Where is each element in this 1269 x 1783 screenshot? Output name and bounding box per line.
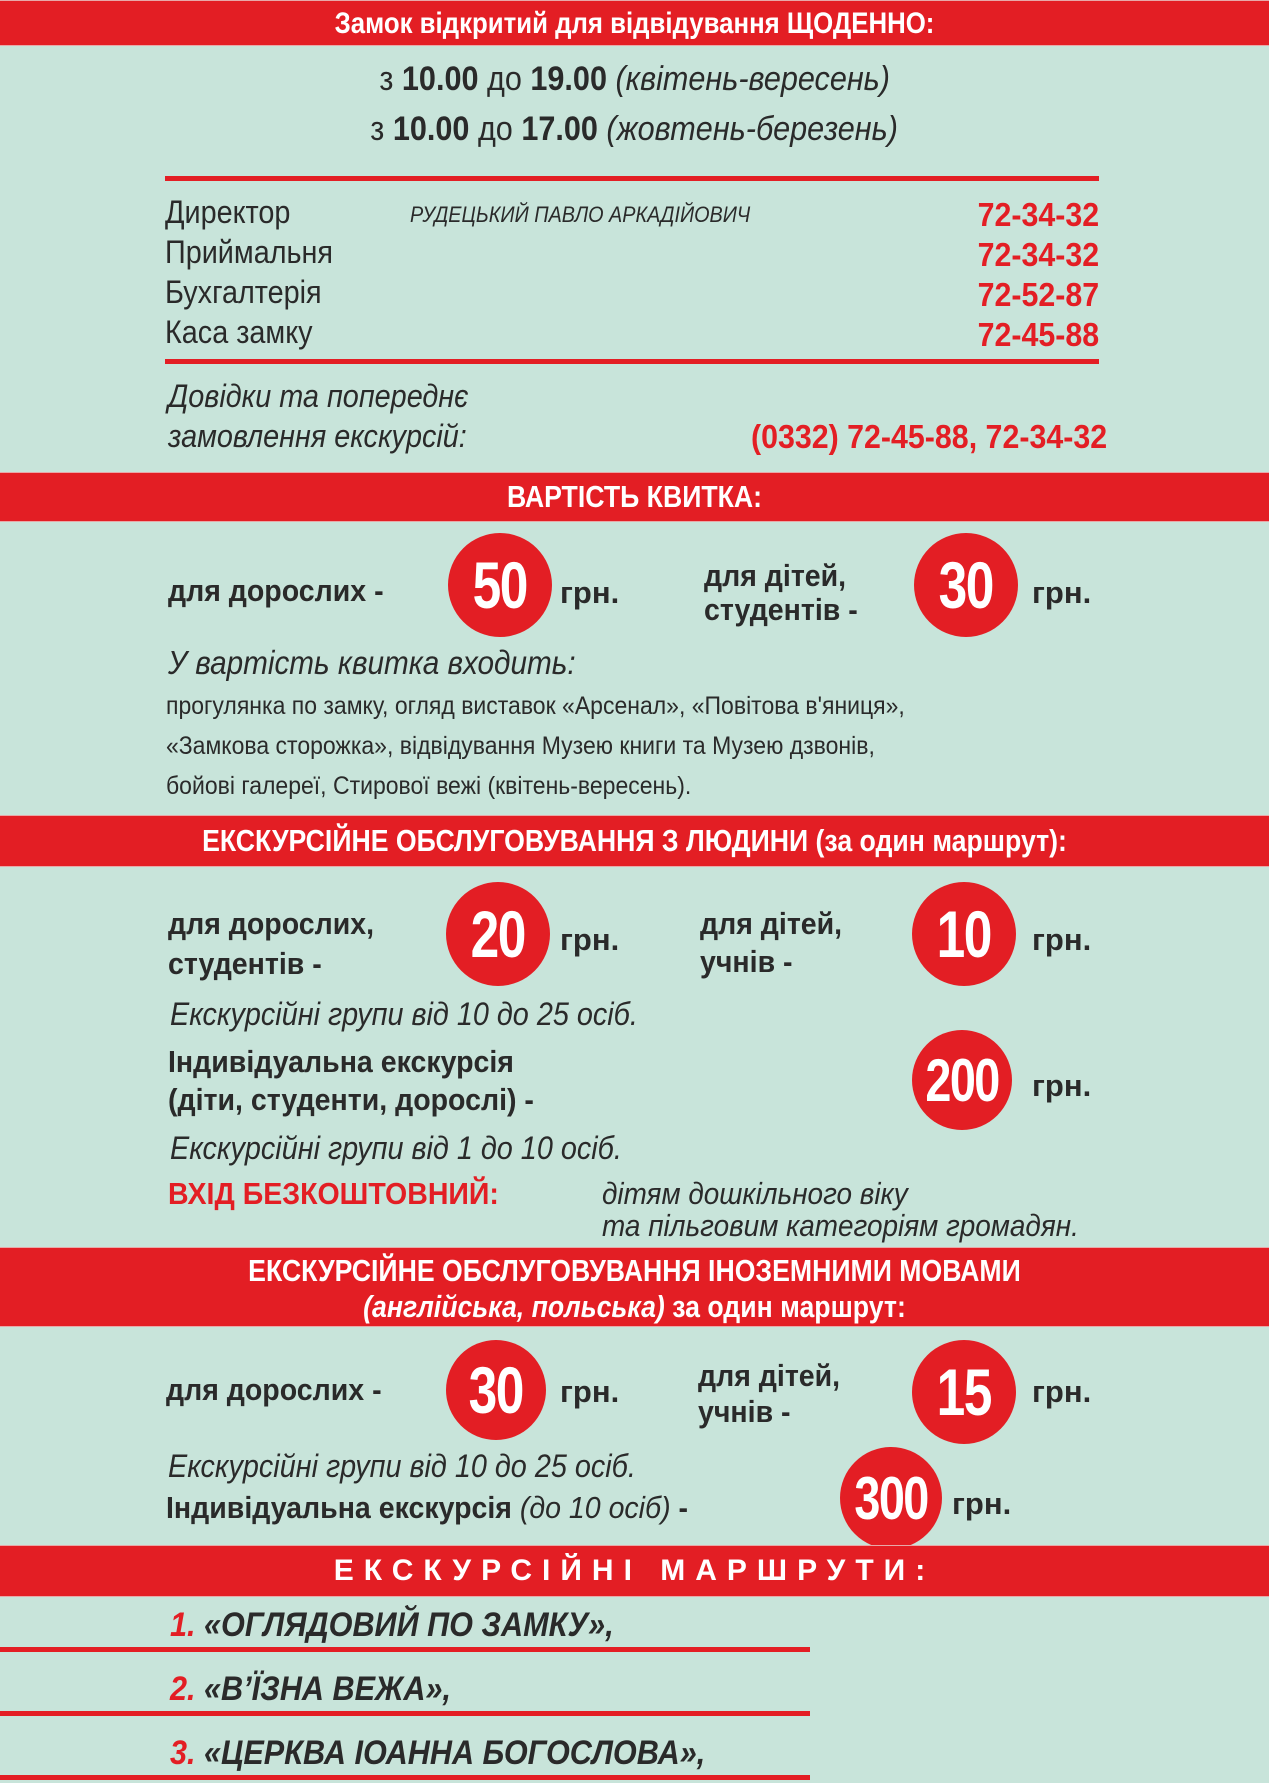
ticket-includes-line: бойові галереї, Стирової вежі (квітень-вересень). bbox=[166, 772, 692, 800]
foreign-banner-line1: ЕКСКУРСІЙНЕ ОБСЛУГОВУВАННЯ ІНОЗЕМНИМИ МОВАМИ bbox=[248, 1253, 1021, 1288]
excursion-individual-price-badge bbox=[912, 1030, 1012, 1130]
foreign-child-price-badge bbox=[912, 1340, 1016, 1444]
foreign-individual-note: (до 10 осіб) bbox=[519, 1490, 671, 1525]
route-item bbox=[170, 1606, 614, 1645]
ticket-child-price-badge bbox=[914, 533, 1018, 637]
ticket-adult-price-badge bbox=[448, 533, 552, 637]
hours-from: 10.00 bbox=[401, 60, 479, 98]
currency-label: грн. bbox=[560, 575, 620, 610]
contact-phone: 72-34-32 bbox=[977, 196, 1099, 233]
route-item bbox=[170, 1670, 451, 1709]
foreign-banner-line2 bbox=[89, 1290, 1180, 1324]
contact-role: Приймальня bbox=[165, 234, 334, 270]
free-entry-label: ВХІД БЕЗКОШТОВНИЙ: bbox=[168, 1176, 499, 1211]
route-name: «ЦЕРКВА ІОАННА БОГОСЛОВА», bbox=[204, 1734, 706, 1772]
contact-phone: 72-52-87 bbox=[977, 276, 1099, 313]
excursion-groups-note: Екскурсійні групи від 10 до 25 осіб. bbox=[170, 996, 638, 1032]
route-item bbox=[170, 1734, 705, 1773]
foreign-child-label-line2: учнів - bbox=[698, 1394, 791, 1429]
excursion-individual-label-line1: Індивідуальна екскурсія bbox=[168, 1044, 514, 1079]
hours-mid: до bbox=[486, 60, 522, 98]
foreign-child-label-line1: для дітей, bbox=[698, 1358, 841, 1393]
foreign-child-price: 15 bbox=[936, 1355, 992, 1429]
foreign-adult-label: для дорослих - bbox=[166, 1372, 382, 1407]
contact-role: Директор bbox=[165, 194, 291, 230]
reference-label-line1: Довідки та попереднє bbox=[168, 378, 469, 414]
hours-banner-title: Замок відкритий для відвідування ЩОДЕННО: bbox=[334, 7, 935, 40]
currency-label: грн. bbox=[560, 1374, 620, 1409]
currency-label: грн. bbox=[560, 922, 620, 957]
route-underline bbox=[0, 1647, 810, 1652]
foreign-individual-dash: - bbox=[678, 1490, 688, 1525]
excursion-banner-title: ЕКСКУРСІЙНЕ ОБСЛУГОВУВАННЯ З ЛЮДИНИ (за один маршрут): bbox=[202, 823, 1067, 858]
hours-row-summer bbox=[0, 60, 1269, 99]
reference-phones: (0332) 72-45-88, 72-34-32 bbox=[750, 418, 1107, 455]
route-underline bbox=[0, 1711, 810, 1716]
divider bbox=[165, 359, 1099, 364]
hours-prefix: з bbox=[379, 60, 394, 98]
foreign-individual-price-badge bbox=[840, 1447, 942, 1549]
reference-label-line2: замовлення екскурсій: bbox=[168, 418, 467, 454]
ticket-includes-title: У вартість квитка входить: bbox=[168, 644, 576, 681]
free-entry-line2: та пільговим категоріям громадян. bbox=[602, 1208, 1079, 1243]
ticket-banner bbox=[0, 472, 1269, 522]
contact-name: РУДЕЦЬКИЙ ПАВЛО АРКАДІЙОВИЧ bbox=[410, 202, 751, 227]
route-number: 3. bbox=[170, 1734, 196, 1772]
ticket-adult-label: для дорослих - bbox=[168, 573, 384, 608]
excursion-child-price: 10 bbox=[936, 897, 992, 971]
contact-role: Бухгалтерія bbox=[165, 274, 322, 310]
currency-label: грн. bbox=[1032, 1068, 1092, 1103]
excursion-child-price-badge bbox=[912, 882, 1016, 986]
foreign-adult-price-badge bbox=[446, 1340, 546, 1440]
excursion-individual-groups-note: Екскурсійні групи від 1 до 10 осіб. bbox=[170, 1130, 622, 1166]
free-entry-line1: дітям дошкільного віку bbox=[602, 1176, 908, 1211]
divider bbox=[165, 176, 1099, 181]
excursion-individual-price: 200 bbox=[925, 1046, 999, 1114]
excursion-adult-label-line2: студентів - bbox=[168, 946, 322, 981]
excursion-adult-label-line1: для дорослих, bbox=[168, 906, 375, 941]
hours-from: 10.00 bbox=[393, 110, 470, 148]
currency-label: грн. bbox=[1032, 1374, 1092, 1409]
ticket-child-label-line1: для дітей, bbox=[704, 558, 847, 593]
route-underline bbox=[0, 1775, 810, 1780]
hours-to: 19.00 bbox=[530, 60, 607, 98]
route-number: 1. bbox=[170, 1606, 196, 1644]
excursion-individual-label-line2: (діти, студенти, дорослі) - bbox=[168, 1082, 534, 1117]
foreign-individual-price: 300 bbox=[854, 1464, 928, 1532]
foreign-banner bbox=[0, 1247, 1269, 1327]
hours-to: 17.00 bbox=[521, 110, 599, 148]
excursion-child-label-line1: для дітей, bbox=[700, 906, 843, 941]
hours-season: (квітень-вересень) bbox=[615, 60, 890, 98]
foreign-individual-row bbox=[166, 1490, 688, 1526]
route-number: 2. bbox=[170, 1670, 196, 1708]
foreign-individual-label: Індивідуальна екскурсія bbox=[166, 1490, 512, 1525]
route-name: «ОГЛЯДОВИЙ ПО ЗАМКУ», bbox=[204, 1606, 614, 1644]
foreign-adult-price: 30 bbox=[468, 1353, 524, 1427]
foreign-groups-note: Екскурсійні групи від 10 до 25 осіб. bbox=[168, 1448, 636, 1484]
currency-label: грн. bbox=[1032, 922, 1092, 957]
currency-label: грн. bbox=[952, 1486, 1012, 1521]
hours-mid: до bbox=[478, 110, 514, 148]
ticket-adult-price: 50 bbox=[472, 548, 528, 622]
currency-label: грн. bbox=[1032, 575, 1092, 610]
hours-banner bbox=[0, 0, 1269, 46]
excursion-banner bbox=[0, 815, 1269, 867]
ticket-child-label-line2: студентів - bbox=[704, 592, 858, 627]
excursion-adult-price: 20 bbox=[470, 897, 526, 971]
routes-banner-title: ЕКСКУРСІЙНІ МАРШРУТИ: bbox=[333, 1554, 936, 1587]
routes-banner bbox=[0, 1545, 1269, 1597]
ticket-banner-title: ВАРТІСТЬ КВИТКА: bbox=[506, 479, 763, 514]
contact-role: Каса замку bbox=[165, 314, 313, 350]
contact-phone: 72-45-88 bbox=[977, 316, 1099, 353]
foreign-languages: (англійська, польська) bbox=[363, 1289, 665, 1324]
ticket-includes-line: «Замкова сторожка», відвідування Музею книги та Музею дзвонів, bbox=[166, 732, 875, 760]
route-name: «В’ЇЗНА ВЕЖА», bbox=[204, 1670, 452, 1708]
hours-season: (жовтень-березень) bbox=[606, 110, 899, 148]
hours-row-winter bbox=[0, 110, 1269, 149]
ticket-includes-line: прогулянка по замку, огляд виставок «Арсенал», «Повітова в'яниця», bbox=[166, 692, 905, 720]
foreign-banner-line2-rest: за один маршрут: bbox=[664, 1289, 906, 1324]
hours-prefix: з bbox=[370, 110, 385, 148]
excursion-child-label-line2: учнів - bbox=[700, 944, 793, 979]
excursion-adult-price-badge bbox=[446, 882, 550, 986]
ticket-child-price: 30 bbox=[938, 548, 994, 622]
contact-phone: 72-34-32 bbox=[977, 236, 1099, 273]
